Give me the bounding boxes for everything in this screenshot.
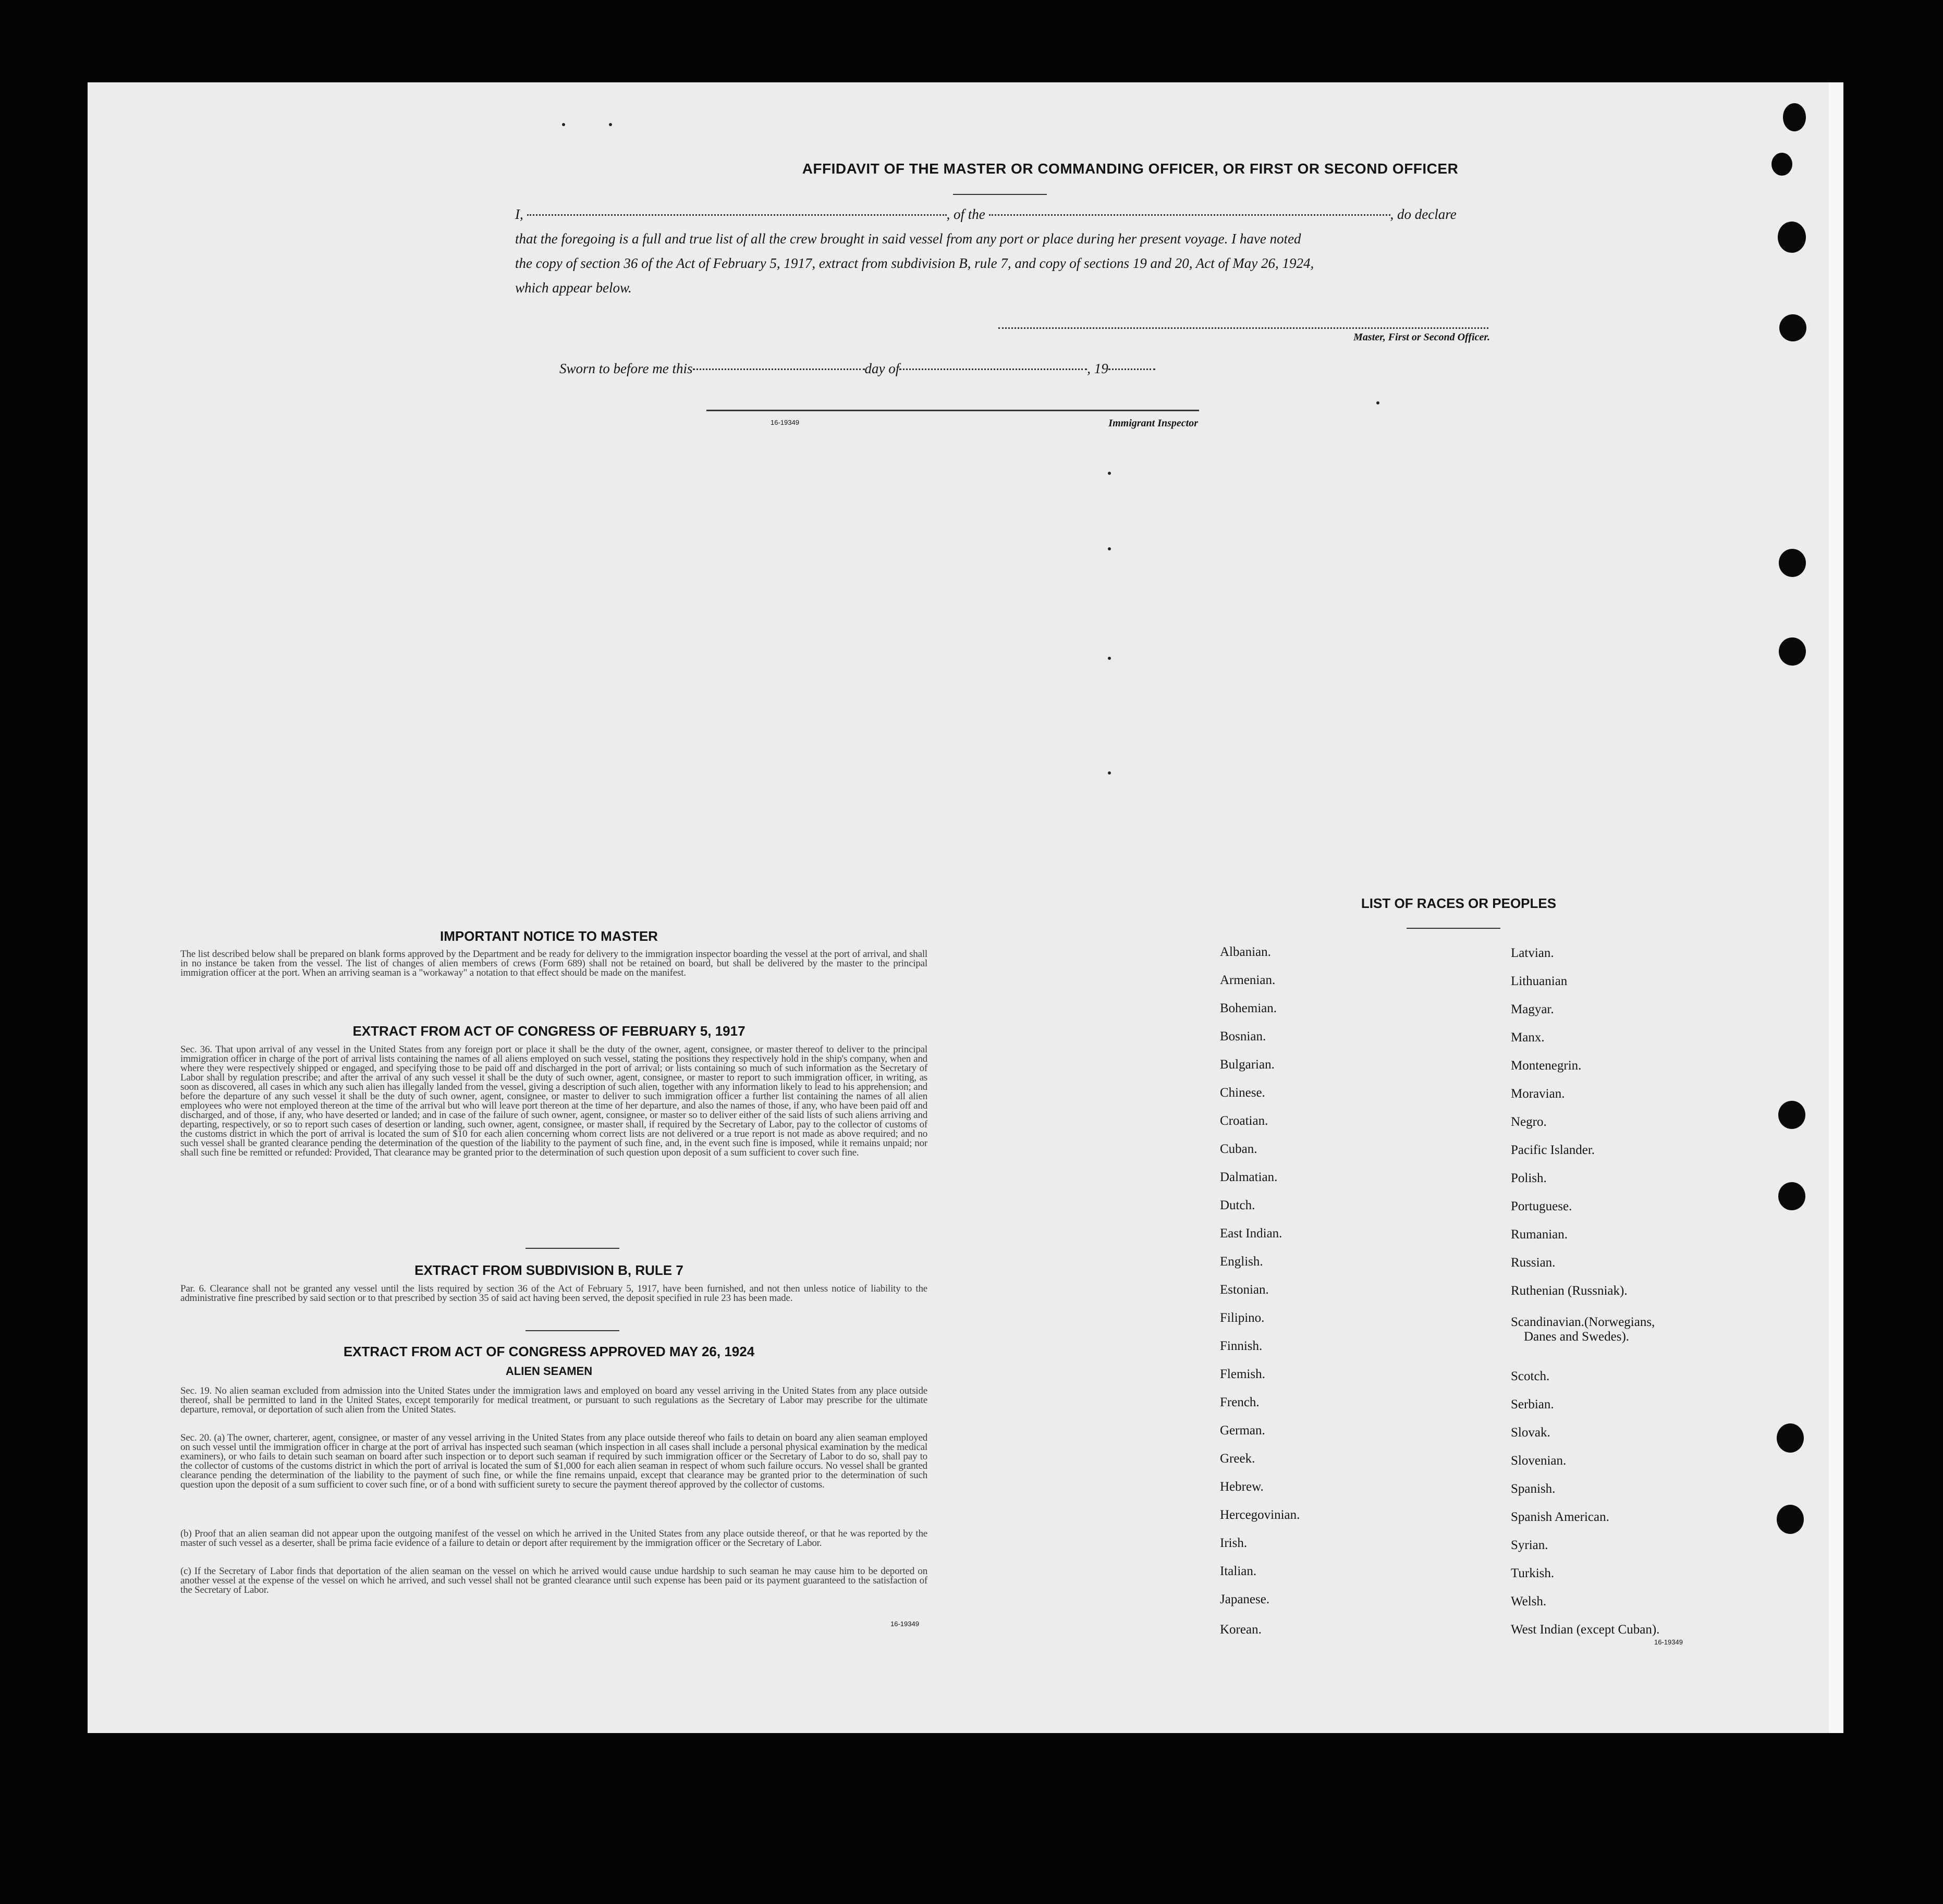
race-item: Dalmatian. <box>1220 1170 1278 1184</box>
race-item: Serbian. <box>1511 1397 1554 1411</box>
day-of-label: day of <box>864 361 900 376</box>
punch-hole <box>1778 1182 1805 1210</box>
scan-speck <box>1108 547 1111 550</box>
extract-1917-text: Sec. 36. That upon arrival of any vessel in the United States from any foreign port or place it shall be the duty of the owner, agent, consignee, or master thereof to deliver to the principal immigration officer in charge of the port of arrival lists containing the names of all aliens employed on such vessel, stating the positions they respectively hold in the ship's company, when and where they were respectively shipped or engaged, and specifying those to be paid off and discharged in the port of arrival; or lists containing so much of such information as the Secretary of Labor shall by regulation prescribe; and after the arrival of any such vessel it shall be the duty of such owner, agent, consignee, or master to report to such immigration officer, in writing, as soon as discovered, all cases in which any such alien has illegally landed from the vessel, giving a description of such alien, together with any information likely to lead to his apprehension; and before the departure of any such vessel it shall be the duty of such owner, agent, consignee, or master to deliver to such immigration officer a further list containing the names of all alien employees who were not employed thereon at the time of the arrival but who will leave port thereon at the time of her departure, and also the names of those, if any, who have been paid off and discharged, and of those, if any, who have deserted or landed; and in case of the failure of such owner, agent, consignee, or master so to deliver either of the said lists of such aliens arriving and departing, respectively, or so to report such cases of desertion or landing, such owner, agent, consignee, or master shall, if required by the Secretary of Labor, pay to the collector of customs of the customs district in which the port of arrival is located the sum of $10 for each alien concerning whom correct lists are not delivered or a true report is not made as above required; and no such vessel shall be granted clearance pending the determination of the question of the liability to the payment of such fine, and, in the event such fine is imposed, while it remains unpaid; nor shall such fine be remitted or refunded: Provided, That clearance may be granted prior to the determination of such question upon deposit of a sum sufficient to cover such fine. <box>180 1044 927 1158</box>
sworn-day-field[interactable] <box>693 368 865 370</box>
officer-name-field[interactable] <box>527 214 947 216</box>
race-item: Latvian. <box>1511 946 1554 960</box>
scan-speck <box>609 123 612 126</box>
scan-speck <box>1108 657 1111 660</box>
scan-speck <box>1108 771 1111 775</box>
race-item: Greek. <box>1220 1452 1255 1466</box>
punch-hole <box>1779 549 1806 577</box>
race-item: Slovenian. <box>1511 1454 1567 1468</box>
race-item: French. <box>1220 1395 1260 1409</box>
sworn-label: Sworn to before me this <box>559 361 693 376</box>
races-title-divider <box>1407 928 1500 929</box>
race-item: Bohemian. <box>1220 1001 1277 1015</box>
vessel-name-field[interactable] <box>989 214 1390 216</box>
of-the-label: , of the <box>946 206 985 222</box>
affidavit-title: AFFIDAVIT OF THE MASTER OR COMMANDING OFFICER, OR FIRST OR SECOND OFFICER <box>802 161 1459 177</box>
race-item: Italian. <box>1220 1564 1257 1578</box>
document-page <box>88 82 1843 1733</box>
scan-speck <box>1376 401 1379 404</box>
scan-speck <box>1108 472 1111 475</box>
rule7-text: Par. 6. Clearance shall not be granted any vessel until the lists required by section 36 of the Act of February 5, 1917, have been furnished, and not then unless notice of liability to the administrative fine prescribed by said section or to that prescribed by section 35 of said act having been served, the deposit specified in rule 23 has been made. <box>180 1283 927 1304</box>
sworn-line <box>559 357 1289 381</box>
extract-1917-title: EXTRACT FROM ACT OF CONGRESS OF FEBRUARY 5, 1917 <box>352 1023 746 1039</box>
race-item: Polish. <box>1511 1171 1547 1185</box>
punch-hole <box>1777 1423 1804 1453</box>
punch-hole <box>1779 314 1806 341</box>
race-item: Magyar. <box>1511 1002 1554 1016</box>
race-item: Albanian. <box>1220 945 1271 959</box>
race-item: Bosnian. <box>1220 1029 1266 1043</box>
race-item: Negro. <box>1511 1115 1547 1129</box>
extract-divider-1 <box>526 1248 619 1249</box>
affidavit-line-3: the copy of section 36 of the Act of February 5, 1917, extract from subdivision B, rule 7, and copy of sections 19 and 20, Act of May 26, 1924, <box>515 255 1314 271</box>
punch-hole <box>1783 103 1806 131</box>
race-item: Finnish. <box>1220 1339 1263 1353</box>
races-title: LIST OF RACES OR PEOPLES <box>1361 895 1557 911</box>
notice-title: IMPORTANT NOTICE TO MASTER <box>440 928 658 944</box>
sworn-year-field[interactable] <box>1108 368 1155 370</box>
race-item: Chinese. <box>1220 1086 1265 1100</box>
master-signature-line[interactable] <box>998 327 1488 329</box>
race-item: Scandinavian.(Norwegians, <box>1511 1315 1655 1329</box>
sec19-text: Sec. 19. No alien seaman excluded from admission into the United States under the immigration laws and employed on board any vessel arriving in the United States from any place outside thereof, shall be permitted to land in the United States, except temporarily for medical treatment, or pursuant to such regulations as the Secretary of Labor may prescribe for the ultimate departure, removal, or deportation of such alien from the United States. <box>180 1385 927 1415</box>
race-item: Manx. <box>1511 1030 1545 1045</box>
scan-speck <box>562 123 565 126</box>
race-item: Moravian. <box>1511 1087 1565 1101</box>
race-item: Japanese. <box>1220 1592 1270 1606</box>
race-item: Montenegrin. <box>1511 1059 1582 1073</box>
punch-hole <box>1771 153 1792 176</box>
race-item: Syrian. <box>1511 1538 1548 1552</box>
race-item: Spanish American. <box>1511 1510 1609 1524</box>
affidavit-i-label: I, <box>515 206 523 222</box>
race-item: Filipino. <box>1220 1311 1265 1325</box>
rule7-title: EXTRACT FROM SUBDIVISION B, RULE 7 <box>414 1262 683 1278</box>
race-item: Danes and Swedes). <box>1524 1330 1630 1344</box>
race-item: Cuban. <box>1220 1142 1257 1156</box>
races-form-number: 16-19349 <box>1654 1638 1683 1646</box>
race-item: Irish. <box>1220 1536 1248 1550</box>
title-divider <box>953 194 1047 195</box>
affidavit-line-1 <box>515 202 1532 227</box>
race-item: West Indian (except Cuban). <box>1511 1623 1660 1637</box>
race-item: Bulgarian. <box>1220 1058 1275 1072</box>
punch-hole <box>1778 222 1806 253</box>
sec20-text: Sec. 20. (a) The owner, charterer, agent, consignee, or master of any vessel arriving in the United States from any place outside thereof who fails to detain on board any alien seaman employed on such vessel until the immigration officer in charge at the port of arrival has inspected such seaman (which inspection in all cases shall include a personal physical examination by the medical examiners), or who fails to detain such seaman on board after such inspection or to deport such seaman if required by such immigration officer or the Secretary of Labor to do so, shall pay to the collector of customs of the customs district in which the port of arrival is located the sum of $1,000 for each alien seaman in respect of whom such failure occurs. No vessel shall be granted clearance pending the determination of the liability to the payment of such fine, or while the fine remains unpaid, except that clearance may be granted prior to the determination of such question upon the deposit of a sum sufficient to cover such fine, or of a bond with sufficient surety to secure the payment thereof approved by the collector of customs. <box>180 1432 927 1490</box>
race-item: Korean. <box>1220 1623 1262 1637</box>
race-item: Lithuanian <box>1511 974 1568 988</box>
race-item: Flemish. <box>1220 1367 1265 1381</box>
race-item: Dutch. <box>1220 1198 1255 1212</box>
punch-hole <box>1778 1101 1805 1129</box>
race-item: German. <box>1220 1423 1265 1438</box>
race-item: Welsh. <box>1511 1594 1547 1608</box>
race-item: English. <box>1220 1255 1263 1269</box>
race-item: Estonian. <box>1220 1283 1269 1297</box>
race-item: Scotch. <box>1511 1369 1550 1383</box>
race-item: Ruthenian (Russniak). <box>1511 1284 1628 1298</box>
affidavit-line-2: that the foregoing is a full and true list of all the crew brought in said vessel from any port or place during her present voyage. I have noted <box>515 231 1301 247</box>
sec20b-text: (b) Proof that an alien seaman did not appear upon the outgoing manifest of the vessel on which he arrived in the United States from any place outside thereof, or that he was reported by the master of such vessel as a deserter, shall be prima facie evidence of a failure to detain or deport after requirement by the immigration officer or the Secretary of Labor. <box>180 1528 927 1549</box>
master-signature-label: Master, First or Second Officer. <box>1353 331 1490 343</box>
race-item: Spanish. <box>1511 1482 1556 1496</box>
sworn-month-field[interactable] <box>899 368 1087 370</box>
race-item: Armenian. <box>1220 973 1276 987</box>
race-item: Hercegovinian. <box>1220 1508 1300 1522</box>
alien-seamen-subtitle: ALIEN SEAMEN <box>505 1365 593 1378</box>
affidavit-line-4: which appear below. <box>515 280 632 296</box>
punch-hole <box>1777 1505 1804 1534</box>
race-item: Russian. <box>1511 1256 1556 1270</box>
extract-form-number: 16-19349 <box>890 1620 919 1628</box>
race-item: East Indian. <box>1220 1226 1282 1240</box>
race-item: Portuguese. <box>1511 1199 1572 1213</box>
race-item: Rumanian. <box>1511 1227 1568 1242</box>
extract-1924-title: EXTRACT FROM ACT OF CONGRESS APPROVED MAY 26, 1924 <box>343 1344 755 1359</box>
punch-hole <box>1779 637 1806 666</box>
inspector-signature-line[interactable] <box>706 410 1199 411</box>
inspector-label: Immigrant Inspector <box>1108 417 1198 429</box>
sec20c-text: (c) If the Secretary of Labor finds that deportation of the alien seaman on the vessel on which he arrived would cause undue hardship to such seaman he may cause him to be deported on another vessel at the expense of the vessel on which he arrived, and such vessel shall not be granted clearance until such expense has been paid or its payment guaranteed to the satisfaction of the Secretary of Labor. <box>180 1566 927 1595</box>
notice-text: The list described below shall be prepared on blank forms approved by the Department and be ready for delivery to the immigration inspector boarding the vessel at the port of arrival, and shall in no instance be taken from the vessel. The list of changes of alien members of crews (Form 689) shall not be retained on board, but shall be delivered by the master to the principal immigration officer at the port. When an arriving seaman is a "workaway" a notation to that effect should be made on the manifest. <box>180 949 927 978</box>
race-item: Turkish. <box>1511 1566 1555 1580</box>
race-item: Pacific Islander. <box>1511 1143 1595 1157</box>
do-declare-label: , do declare <box>1390 206 1457 222</box>
race-item: Slovak. <box>1511 1426 1550 1440</box>
race-item: Croatian. <box>1220 1114 1268 1128</box>
affidavit-form-number: 16-19349 <box>771 419 799 426</box>
extract-divider-2 <box>526 1330 619 1331</box>
year-label: , 19 <box>1087 361 1108 376</box>
race-item: Hebrew. <box>1220 1480 1264 1494</box>
